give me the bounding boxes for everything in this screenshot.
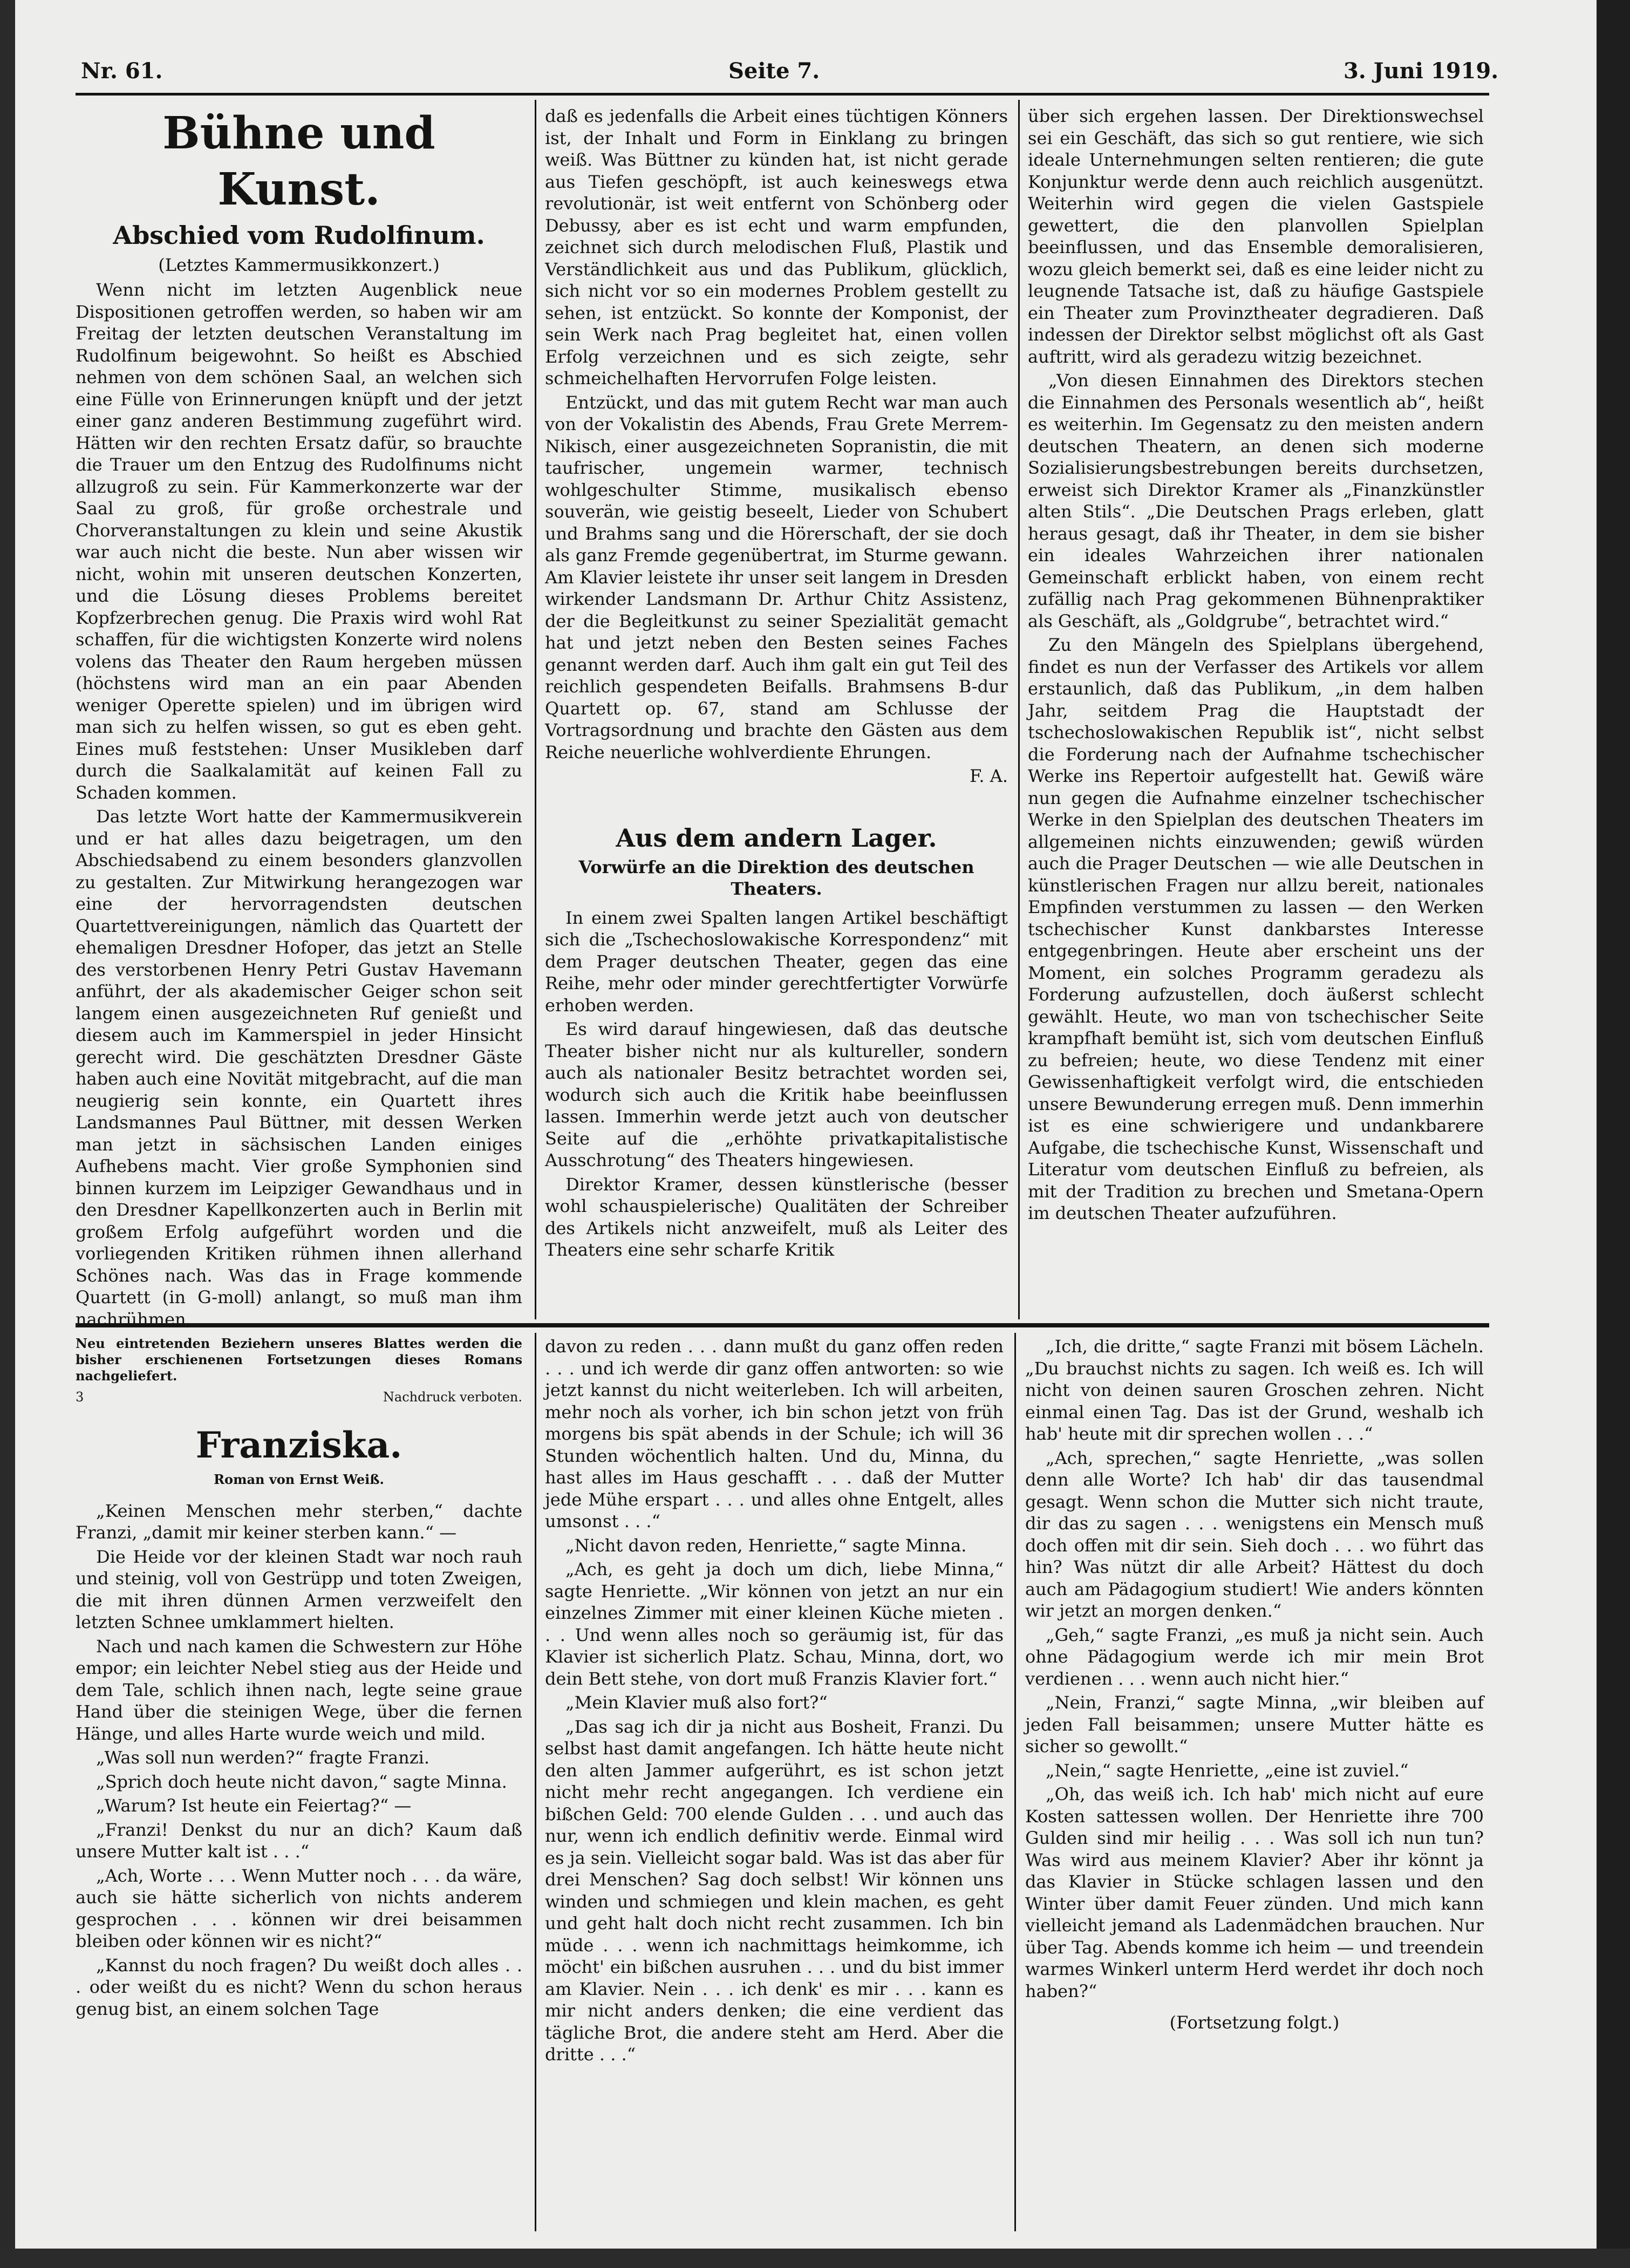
- feuilleton-column-3: [1025, 1336, 1484, 2229]
- scan-bottom-edge: [0, 2249, 1630, 2268]
- novel-paragraph: davon zu reden . . . dann mußt du ganz offen reden . . . und ich werde dir ganz offen antworten: so wie jetzt kannst du nicht weiterleben. Ich will arbeiten, mehr noch als vorher, ich bin schon jetzt von früh morgens bis spät abends in der Schule; ich will 36 Stunden wöchentlich halten. Und du, Minna, du hast alles im Haus geschafft . . . daß der Mutter jede Mühe erspart . . . und alles ohne Entgelt, alles umsonst . . .“: [545, 1336, 1004, 1531]
- header-rule: [76, 93, 1489, 96]
- novel-paragraph: „Nein,“ sagte Henriette, „eine ist zuviel.“: [1046, 1760, 1409, 1781]
- novel-paragraph: „Ach, es geht ja doch um dich, liebe Minna,“ sagte Henriette. „Wir können von jetzt an nur ein einzelnes Zimmer mit einer kleinen Küche mieten . . . Und wenn alles noch so geräumig ist, für das Klavier ist sicherlich Platz. Schau, Minna, dort, wo dein Bett stehe, von dort muß Franzis Klavier fort.“: [545, 1559, 1004, 1689]
- article-paragraph: Es wird darauf hingewiesen, daß das deutsche Theater bisher nicht nur als kultureller, sondern auch als nationaler Besitz betrachtet worden sei, wodurch sich auch die Kritik habe beeinflussen lassen. Immerhin werde jetzt auch von deutscher Seite auf die „erhöhte privatkapitalistische Ausschrotung“ des Theaters hingewiesen.: [545, 1019, 1008, 1170]
- article-paragraph: Zu den Mängeln des Spielplans übergehend, findet es nun der Verfasser des Artikels vor allem erstaunlich, daß das Publikum, „in dem halben Jahr, seitdem Prag die Hauptstadt der tschechoslowakischen Republik ist“, nicht selbst die Forderung nach der Aufnahme tschechischer Werke ins Repertoir aufgestellt hat. Gewiß wäre nun gegen die Aufnahme einzelner tschechischer Werke in den Spielplan des deutschen Theaters im allgemeinen nichts einzuwenden; gewiß würden auch die Prager Deutschen — wie alle Deutschen in künstlerischen Fragen nur allzu bereit, nationales Empfinden verstummen zu lassen — den Werken tschechischer Kunst dankbarstes Interesse entgegenbringen. Heute aber erscheint uns der Moment, ein solches Programm geradezu als Forderung aufzustellen, doch äußerst schlecht gewählt. Heute, wo man von tschechischer Seite krampfhaft bemüht ist, sich vom deutschen Einfluß zu befreien; heute, wo diese Tendenz mit einer Gewissenhaftigkeit verfolgt wird, die entschieden unsere Bewunderung erregen muß. Denn immerhin ist es eine schwierigere und undankbarere Aufgabe, die tschechische Kunst, Wissenschaft und Literatur vom deutschen Einfluß zu befreien, als mit der Tradition zu brechen und Smetana-Opern im deutschen Theater aufzuführen.: [1028, 635, 1484, 1223]
- article-subtitle-vorwuerfe: Vorwürfe an die Direktion des deutschen Theaters.: [578, 856, 974, 899]
- novel-paragraph: Die Heide vor der kleinen Stadt war noch rauh und steinig, voll von Gestrüpp und toten Zweigen, die mit ihren dünnen Armen verzweifelt den letzten Schnee umklammert hielten.: [76, 1546, 522, 1632]
- novel-paragraph: Nach und nach kamen die Schwestern zur Höhe empor; ein leichter Nebel stieg aus der Heide und dem Tale, schlich ihnen nach, legte seine graue Hand über die steinigen Wege, über die fernen Hänge, und alles Harte wurde weich und mild.: [76, 1636, 522, 1744]
- novel-paragraph: „Mein Klavier muß also fort?“: [565, 1692, 828, 1713]
- installment-meta: [76, 1386, 522, 1408]
- novel-paragraph: „Das sag ich dir ja nicht aus Bosheit, Franzi. Du selbst hast damit angefangen. Ich hätte heute nicht den alten Jammer aufgerührt, es ist schon jetzt nicht mehr recht angegangen. Ich verdiene ein bißchen Geld: 700 elende Gulden . . . und auch das nur, wenn ich endlich definitiv werde. Einmal wird es ja sein. Vielleicht sogar bald. Was ist das aber für drei Menschen? Sag doch selbst! Wir können uns winden und schmiegen und klein machen, es geht und geht halt doch nicht recht zusammen. Ich bin müde . . . wenn ich nachmittags heimkomme, ich möcht' ein bißchen ausruhen . . . und du bist immer am Klavier. Nein . . . ich denk' es mir . . . kann es mir nicht anders denken; die eine verdient das tägliche Brot, die andere steht am Herd. Aber die dritte . . .“: [545, 1716, 1004, 2065]
- article-caption: (Letztes Kammermusikkonzert.): [158, 255, 440, 275]
- bottom-divider-1: [535, 1333, 536, 2231]
- issue-date: 3. Juni 1919.: [1343, 58, 1499, 84]
- top-column-3: [1028, 105, 1484, 1319]
- top-column-2: [545, 105, 1008, 1319]
- article-paragraph: Direktor Kramer, dessen künstlerische (besser wohl schauspielerische) Qualitäten der Schreiber des Artikels nicht anzweifelt, muß als Leiter des Theaters eine sehr scharfe Kritik: [545, 1174, 1008, 1260]
- article-paragraph: Das letzte Wort hatte der Kammermusikverein und er hat alles dazu beigetragen, um den Abschiedsabend zu einem besonders glanzvollen zu gestalten. Zur Mitwirkung herangezogen war eine der hervorragendsten deutschen Quartettvereinigungen, nämlich das Quartett der ehemaligen Dresdner Hofoper, das jetzt an Stelle des verstorbenen Henry Petri Gustav Havemann anführt, der als akademischer Geiger schon seit langem einen ausgezeichneten Ruf genießt und diesem auch im Kammerspiel in jeder Hinsicht gerecht wird. Die geschätzten Dresdner Gäste haben auch eine Novität mitgebracht, auf die man neugierig sein konnte, ein Quartett ihres Landsmannes Paul Büttner, mit dessen Werken man jetzt in sächsischen Landen einiges Aufhebens macht. Vier große Symphonien sind binnen kurzem im Leipziger Gewandhaus und in den Dresdner Kapellkonzerten auch in Berlin mit großem Erfolg aufgeführt worden und die vorliegenden Kritiken rühmen ihnen allerhand Schönes nach. Was das in Frage kommende Quartett (in G-moll) anlangt, so muß man ihm nachrühmen,: [76, 806, 522, 1330]
- bottom-divider-2: [1014, 1333, 1016, 2231]
- novel-paragraph: „Ach, Worte . . . Wenn Mutter noch . . . da wäre, auch sie hätte sicherlich von nichts anderem gesprochen . . . können wir drei beisammen bleiben oder können wir es nicht?“: [76, 1865, 522, 1951]
- novel-paragraph: „Warum? Ist heute ein Feiertag?“ —: [96, 1795, 412, 1816]
- top-divider-1: [535, 100, 536, 1319]
- feuilleton-column-1: [76, 1336, 522, 2229]
- section-title-andern-lager: Aus dem andern Lager.: [616, 823, 937, 853]
- novel-title: Franziska.: [195, 1424, 403, 1466]
- scan-right-edge: [1597, 0, 1630, 2268]
- novel-paragraph: „Was soll nun werden?“ fragte Franzi.: [96, 1747, 430, 1768]
- novel-paragraph: „Oh, das weiß ich. Ich hab' mich nicht auf eure Kosten sattessen wollen. Der Henriette ihre 700 Gulden sind mir heilig . . . Was soll ich nun tun? Was wird aus meinem Klavier? Aber ihr könnt ja das Klavier in Stücke schlagen lassen und den Winter über damit Feuer zünden. Und mich kann vielleicht jemand als Ladenmädchen brauchen. Nur über Tag. Abends komme ich heim — und treendein warmes Winkerl unterm Herd werdet ihr doch noch haben?“: [1025, 1784, 1484, 2001]
- continued-note: (Fortsetzung folgt.): [1169, 2012, 1340, 2033]
- novel-paragraph: „Sprich doch heute nicht davon,“ sagte Minna.: [96, 1771, 507, 1792]
- novel-paragraph: „Ach, sprechen,“ sagte Henriette, „was sollen denn alle Worte? Ich hab' dir das tausendmal gesagt. Wenn schon die Mutter sich nicht traute, dir das zu sagen . . . wenigstens ein Mensch muß doch offen mit dir sein. Sieh doch . . . wo führt das hin? Was nützt dir alle Arbeit? Hättest du doch auch am Pädagogium studiert! Wie anders könnten wir jetzt an morgen denken.“: [1025, 1447, 1484, 1621]
- subscriber-notice: Neu eintretenden Beziehern unseres Blattes werden die bisher erschienenen Fortsetzungen dieses Romans nachgeliefert.: [76, 1336, 522, 1384]
- article-paragraph: „Von diesen Einnahmen des Direktors stechen die Einnahmen des Personals wesentlich ab“, heißt es weiterhin. Im Gegensatz zu den meisten andern deutschen Theatern, an denen sich moderne Sozialisierungsbestrebungen bereits durchsetzen, erweist sich Direktor Kramer als „Finanzkünstler alten Stils“. „Die Deutschen Prags erleben, glatt heraus gesagt, daß ihr Theater, in dem sie bisher ein ideales Wahrzeichen ihrer nationalen Gemeinschaft erblickt haben, von einem recht zufällig nach Prag gekommenen Bühnenpraktiker als Geschäft, als „Goldgrube“, betrachtet wird.“: [1028, 370, 1484, 631]
- novel-paragraph: „Franzi! Denkst du nur an dich? Kaum daß unsere Mutter kalt ist . . .“: [76, 1819, 522, 1862]
- novel-byline: Roman von Ernst Weiß.: [214, 1471, 384, 1487]
- novel-paragraph: „Ich, die dritte,“ sagte Franzi mit bösem Lächeln. „Du brauchst nichts zu sagen. Ich weiß es. Ich will nicht von deinen sauren Groschen zehren. Nicht einmal einen Tag. Das ist der Grund, weshalb ich hab' heute mit dir sprechen wollen . . .“: [1025, 1336, 1484, 1444]
- article-paragraph: Wenn nicht im letzten Augenblick neue Dispositionen getroffen werden, so haben wir am Freitag der letzten deutschen Veranstaltung im Rudolfinum beigewohnt. So heißt es Abschied nehmen von dem schönen Saal, an welchen sich eine Fülle von Erinnerungen knüpft und der jetzt einer ganz anderen Bestimmung zugeführt wird. Hätten wir den rechten Ersatz dafür, so brauchte die Trauer um den Entzug des Rudolfinums nicht allzugroß zu sein. Für Kammerkonzerte war der Saal zu groß, für große orchestrale und Chorveranstaltungen zu klein und seine Akustik war auch nicht die beste. Nun aber wissen wir nicht, wohin mit unseren deutschen Konzerten, und die Lösung dieses Problems bereitet Kopfzerbrechen genug. Die Praxis wird wohl Rat schaffen, für die wichtigsten Konzerte wird nolens volens das Theater den Raum hergeben müssen (höchstens wird man an ein paar Abenden weniger Operette spielen) und im übrigen wird man sich zu helfen wissen, so gut es eben geht. Eines muß feststehen: Unser Musikleben darf durch die Saalkalamität auf keinen Fall zu Schaden kommen.: [76, 280, 522, 803]
- article-paragraph: über sich ergehen lassen. Der Direktionswechsel sei ein Geschäft, das sich so gut rentiere, wie sich ideale Unternehmungen selten rentieren; die gute Konjunktur werde denn auch reichlich ausgenützt. Weiterhin wird gegen die vielen Gastspiele gewettert, die den planvollen Spielplan beeinflussen, und das Ensemble demoralisieren, wozu gleich bemerkt sei, daß es eine leider nicht zu leugnende Tatsache ist, daß zu häufige Gastspiele ein Theater zum Provinztheater degradieren. Daß indessen der Direktor selbst möglichst oft als Gast auftritt, wird als geradezu witzig bezeichnet.: [1028, 106, 1484, 367]
- novel-paragraph: „Keinen Menschen mehr sterben,“ dachte Franzi, „damit mir keiner sterben kann.“ —: [76, 1500, 522, 1543]
- reprint-notice: Nachdruck verboten.: [383, 1390, 522, 1405]
- scan-left-edge: [0, 0, 15, 2268]
- section-title-buehne: Bühne und Kunst.: [162, 107, 435, 215]
- novel-paragraph: „Nicht davon reden, Henriette,“ sagte Minna.: [565, 1535, 967, 1556]
- installment-number: 3: [76, 1390, 84, 1405]
- novel-paragraph: „Kannst du noch fragen? Du weißt doch alles . . . oder weißt du es nicht? Wenn du schon heraus genug bist, an einem solchen Tage: [76, 1954, 522, 2019]
- article-paragraph: Entzückt, und das mit gutem Recht war man auch von der Vokalistin des Abends, Frau Grete Merrem-Nikisch, einer ausgezeichneten Sopranistin, die mit taufrischer, ungemein warmer, technisch wohlgeschulter Stimme, musikalisch ebenso souverän, wie geistig beseelt, Lieder von Schubert und Brahms sang und die Hörerschaft, der sie doch als ganz Fremde gegenübertrat, im Sturme gewann. Am Klavier leistete ihr unser seit langem in Dresden wirkender Landsmann Dr. Arthur Chitz Assistenz, der die Begleitkunst zu seiner Spezialität gemacht hat und jetzt neben den Besten seines Faches genannt werden darf. Auch ihm galt ein gut Teil des reichlich gespendeten Beifalls. Brahmsens B-dur Quartett op. 67, stand am Schlusse der Vortragsordnung und brachte den Gästen aus dem Reiche neuerliche wohlverdiente Ehrungen.: [545, 392, 1008, 762]
- top-divider-2: [1018, 100, 1020, 1319]
- issue-number: Nr. 61.: [81, 58, 163, 84]
- page-number: Seite 7.: [728, 58, 820, 84]
- novel-paragraph: „Geh,“ sagte Franzi, „es muß ja nicht sein. Auch ohne Pädagogium werde ich mir mein Brot verdienen . . . wenn auch nicht hier.“: [1025, 1624, 1484, 1689]
- feuilleton-column-2: [545, 1336, 1004, 2229]
- novel-paragraph: „Nein, Franzi,“ sagte Minna, „wir bleiben auf jeden Fall beisammen; unsere Mutter hätte es sicher so gewollt.“: [1025, 1692, 1484, 1756]
- article-title-rudolfinum: Abschied vom Rudolfinum.: [113, 221, 485, 250]
- article-paragraph: daß es jedenfalls die Arbeit eines tüchtigen Könners ist, der Inhalt und Form in Einklang zu bringen weiß. Was Büttner zu künden hat, ist nicht gerade aus Tiefen geschöpft, ist auch keineswegs etwa revolutionär, ist weit entfernt von Schönberg oder Debussy, aber es ist echt und warm empfunden, zeichnet sich durch melodischen Fluß, Plastik und Verständlichkeit aus und das Publikum, glücklich, sich nicht vor so ein modernes Problem gestellt zu sehen, ist entzückt. So konnte der Komponist, der sein Werk nach Prag begleitet hat, einen vollen Erfolg verzeichnen und es sich zeigte, sehr schmeichelhaften Hervorrufen Folge leisten.: [545, 106, 1008, 389]
- article-paragraph: In einem zwei Spalten langen Artikel beschäftigt sich die „Tschechoslowakische Korrespondenz“ mit dem Prager deutschen Theater, gegen das eine Reihe, mehr oder minder gerechtfertigter Vorwürfe erhoben werden.: [545, 907, 1008, 1016]
- top-column-1: [76, 105, 522, 1330]
- article-signature: F. A.: [970, 766, 1008, 786]
